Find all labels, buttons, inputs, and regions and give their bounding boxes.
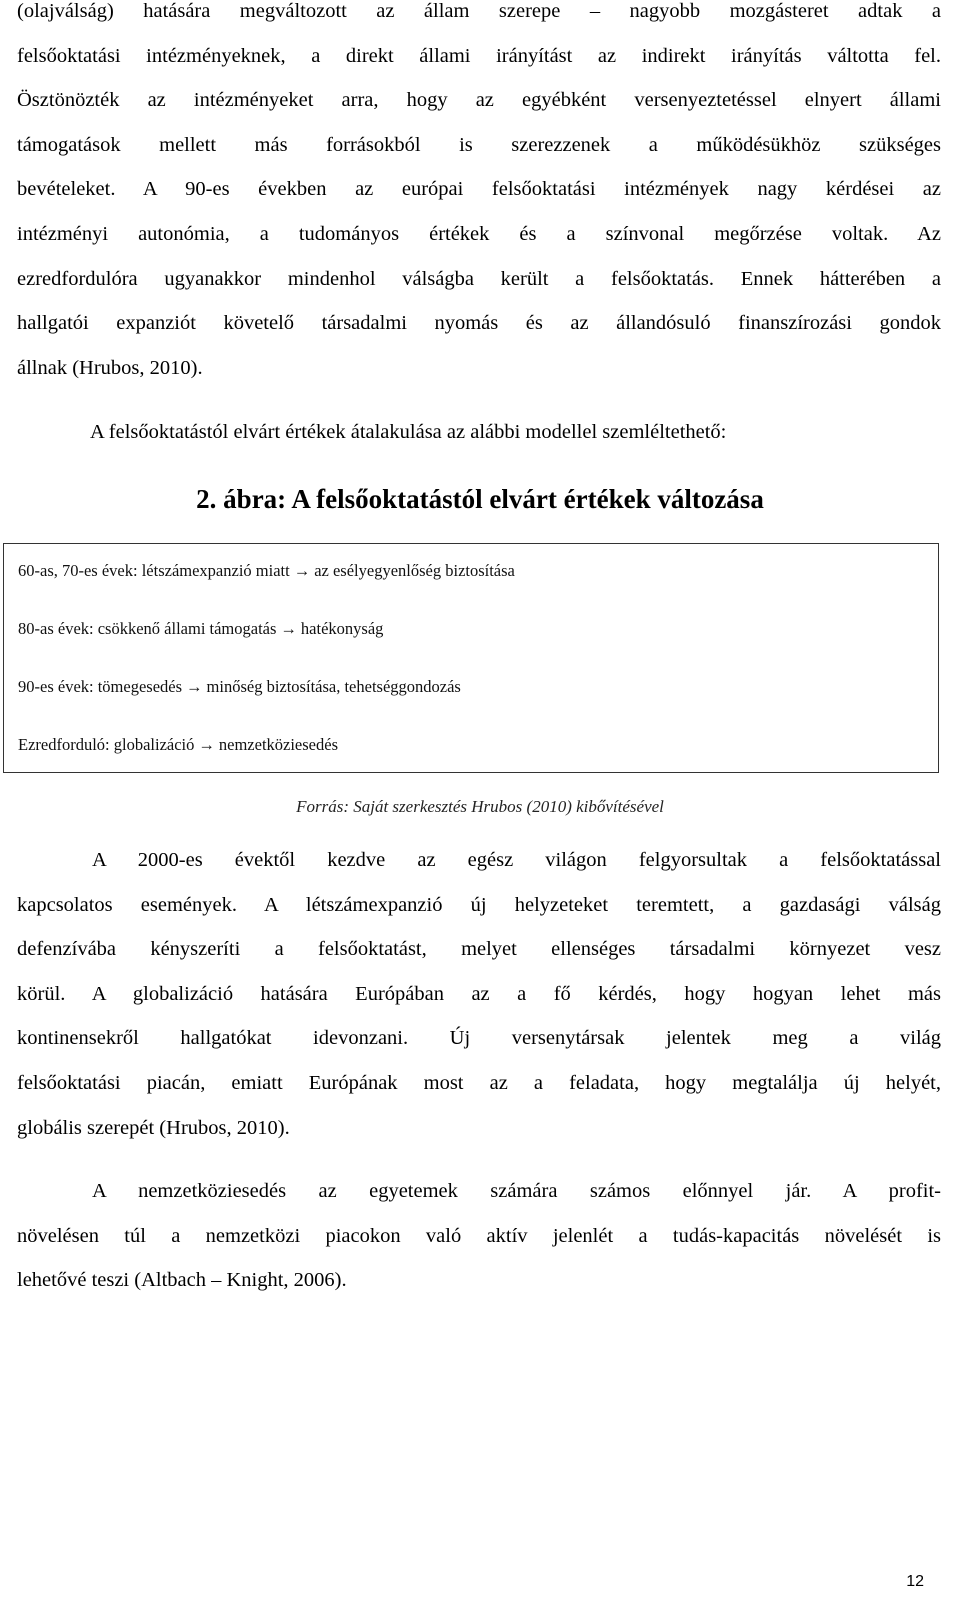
text-line: ezredfordulóra ugyanakkor mindenhol válságba került a felsőoktatás. Ennek hátterében a bbox=[17, 267, 941, 290]
figure-box bbox=[3, 543, 939, 773]
text-line: (olajválság) hatására megváltozott az állam szerepe – nagyobb mozgásteret adtak a bbox=[17, 0, 941, 22]
text-line: felsőoktatási intézményeknek, a direkt állami irányítást az indirekt irányítás váltotta fel. bbox=[17, 44, 941, 67]
arrow-right-icon: → bbox=[198, 735, 215, 754]
text-line: A nemzetköziesedés az egyetemek számára számos előnnyel jár. A profit- bbox=[92, 1180, 941, 1202]
arrow-right-icon: → bbox=[280, 619, 297, 638]
figure-lead-sentence: A felsőoktatástól elvárt értékek átalakulása az alábbi modellel szemléltethető: bbox=[90, 421, 727, 443]
body-paragraph-3 bbox=[17, 1176, 941, 1310]
figure-source: Forrás: Saját szerkesztés Hrubos (2010) kibővítésével bbox=[296, 797, 664, 816]
text-line: defenzívába kényszeríti a felsőoktatást, melyet ellenséges társadalmi környezet vesz bbox=[17, 938, 941, 961]
figure-row-cause: Ezredforduló: globalizáció bbox=[18, 735, 195, 754]
text-line: kontinensekről hallgatókat idevonzani. Új versenytársak jelentek meg a világ bbox=[17, 1027, 941, 1050]
text-line: támogatások mellett más forrásokból is szerezzenek a működésükhöz szükséges bbox=[17, 133, 941, 156]
arrow-right-icon: → bbox=[293, 561, 311, 580]
text-line: intézményi autonómia, a tudományos értékek és a színvonal megőrzése voltak. Az bbox=[17, 222, 941, 245]
figure-row-effect: minőség biztosítása, tehetséggondozás bbox=[206, 677, 461, 696]
figure-row bbox=[18, 676, 461, 698]
arrow-right-icon: → bbox=[186, 677, 203, 696]
text-line: Ösztönözték az intézményeket arra, hogy az egyébként versenyeztetéssel elnyert állami bbox=[17, 89, 941, 112]
figure-row bbox=[18, 618, 383, 640]
figure-row-effect: az esélyegyenlőség biztosítása bbox=[314, 561, 515, 580]
page-number: 12 bbox=[906, 1573, 924, 1590]
text-line: hallgatói expanziót követelő társadalmi nyomás és az állandósuló finanszírozási gondok bbox=[17, 312, 941, 335]
figure-row bbox=[18, 560, 515, 582]
figure-title: 2. ábra: A felsőoktatástól elvárt értékek változása bbox=[196, 484, 764, 514]
text-line: növelésen túl a nemzetközi piacokon való aktív jelenlét a tudás-kapacitás növelését is bbox=[17, 1224, 941, 1247]
figure-row-cause: 80-as évek: csökkenő állami támogatás bbox=[18, 619, 277, 638]
text-line: kapcsolatos események. A létszámexpanzió új helyzeteket teremtett, a gazdasági válság bbox=[17, 893, 941, 916]
figure-row bbox=[18, 734, 338, 756]
figure-row-effect: hatékonyság bbox=[300, 619, 384, 638]
text-line: állnak (Hrubos, 2010). bbox=[17, 356, 203, 379]
text-line: globális szerepét (Hrubos, 2010). bbox=[17, 1116, 290, 1139]
figure-row-effect: nemzetköziesedés bbox=[218, 735, 338, 754]
text-line: körül. A globalizáció hatására Európában az a fő kérdés, hogy hogyan lehet más bbox=[17, 982, 941, 1005]
figure-row-cause: 60-as, 70-es évek: létszámexpanzió miatt bbox=[18, 561, 290, 580]
text-line: bevételeket. A 90-es években az európai felsőoktatási intézmények nagy kérdései az bbox=[17, 178, 941, 201]
figure-row-cause: 90-es évek: tömegesedés bbox=[18, 677, 183, 696]
intro-paragraph bbox=[17, 0, 941, 397]
text-line: A 2000-es évektől kezdve az egész világon felgyorsultak a felsőoktatással bbox=[92, 849, 941, 871]
body-paragraph-2 bbox=[17, 845, 941, 1157]
text-line: felsőoktatási piacán, emiatt Európának most az a feladata, hogy megtalálja új helyét, bbox=[17, 1071, 941, 1094]
text-line: lehetővé teszi (Altbach – Knight, 2006). bbox=[17, 1269, 347, 1292]
